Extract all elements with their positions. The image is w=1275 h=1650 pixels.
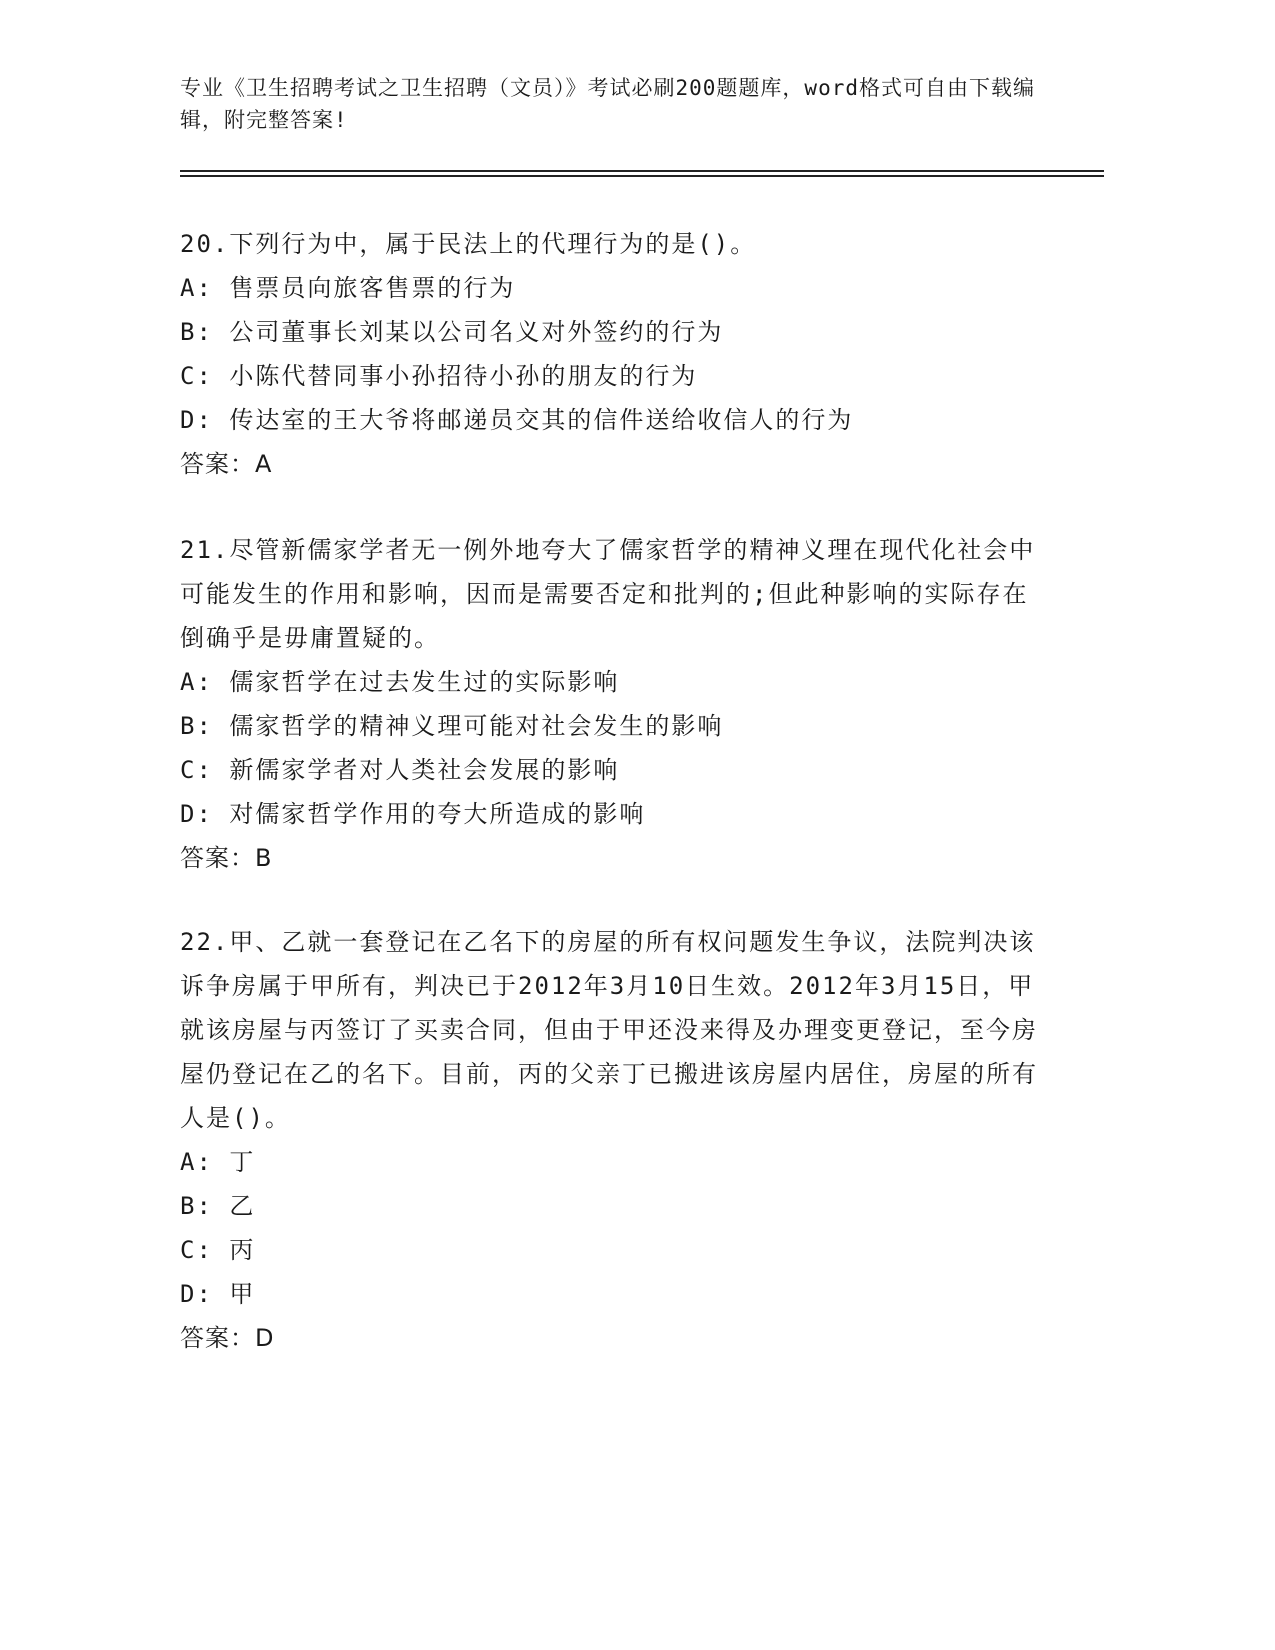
option-b: B: 儒家哲学的精神义理可能对社会发生的影响 (180, 712, 724, 740)
header-divider-top (180, 170, 1104, 172)
question-22 (180, 920, 1040, 1360)
option-a: A: 丁 (180, 1148, 256, 1176)
question-21 (180, 528, 1040, 880)
option-a: A: 儒家哲学在过去发生过的实际影响 (180, 668, 620, 696)
option-b: B: 乙 (180, 1192, 256, 1220)
option-c: C: 丙 (180, 1236, 256, 1264)
option-d: D: 传达室的王大爷将邮递员交其的信件送给收信人的行为 (180, 406, 854, 434)
header-divider-bottom (180, 175, 1104, 177)
question-answer: 答案：A (180, 450, 273, 478)
option-d: D: 甲 (180, 1280, 256, 1308)
document-header: 专业《卫生招聘考试之卫生招聘（文员）》考试必刷200题题库，word格式可自由下载编辑，附完整答案! (180, 76, 1035, 132)
question-20 (180, 222, 1040, 486)
question-stem: 21.尽管新儒家学者无一例外地夸大了儒家哲学的精神义理在现代化社会中可能发生的作用和影响，因而是需要否定和批判的;但此种影响的实际存在倒确乎是毋庸置疑的。 (180, 536, 1036, 652)
option-a: A: 售票员向旅客售票的行为 (180, 274, 516, 302)
option-d: D: 对儒家哲学作用的夸大所造成的影响 (180, 800, 646, 828)
option-c: C: 小陈代替同事小孙招待小孙的朋友的行为 (180, 362, 698, 390)
option-c: C: 新儒家学者对人类社会发展的影响 (180, 756, 620, 784)
question-stem: 20.下列行为中，属于民法上的代理行为的是()。 (180, 230, 757, 258)
option-b: B: 公司董事长刘某以公司名义对外签约的行为 (180, 318, 724, 346)
question-answer: 答案：B (180, 844, 273, 872)
question-stem: 22.甲、乙就一套登记在乙名下的房屋的所有权问题发生争议，法院判决该诉争房属于甲所有，判决已于2012年3月10日生效。2012年3月15日，甲就该房屋与丙签订了买卖合同，但由于甲还没来得及办理变更登记，至今房屋仍登记在乙的名下。目前，丙的父亲丁已搬进该房屋内居住，房屋的所有人是()。 (180, 928, 1038, 1132)
question-answer: 答案：D (180, 1324, 275, 1352)
